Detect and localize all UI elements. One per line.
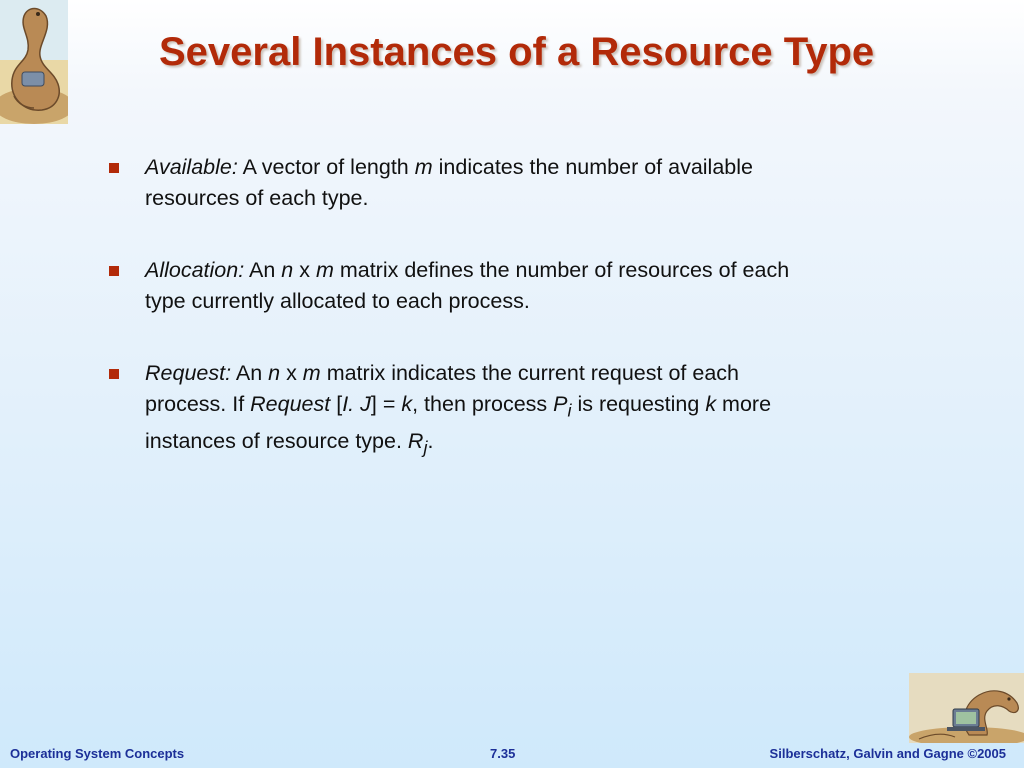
symbol-n: n [281,258,294,282]
term-request: Request: [145,361,232,385]
text-segment: more instances of resource type. [145,392,772,454]
dinosaur-laptop-icon [909,673,1024,743]
dinosaur-logo-icon [0,0,68,124]
bullet-item-request [104,358,824,464]
footer-course-title: Operating System Concepts [10,746,185,761]
symbol-p: P [553,392,568,416]
text-segment: , then process [412,392,554,416]
text-segment: A vector of length [237,155,415,179]
subscript-i: i [567,400,572,421]
text-segment: x [293,258,316,282]
footer-page-number: 7.35 [490,746,516,761]
text-segment: An [231,361,269,385]
square-bullet-icon [109,369,119,379]
footer-copyright: Silberschatz, Galvin and Gagne ©2005 [769,746,1006,761]
slide-title: Several Instances of a Resource Type [159,30,875,74]
square-bullet-icon [109,266,119,276]
term-available: Available: [145,155,238,179]
symbol-n: n [268,361,281,385]
symbol-request: Request [250,392,331,416]
symbol-k: k [401,392,413,416]
text-segment: is requesting [571,392,706,416]
bullet-list [104,152,824,505]
symbol-m: m [414,155,433,179]
text-segment: indicates the number of available resources of each type. [145,155,753,210]
symbol-k: k [705,392,717,416]
text-segment: [ [330,392,343,416]
subscript-j: j [423,437,428,458]
square-bullet-icon [109,163,119,173]
symbol-i-j: I. J [342,392,371,416]
bullet-item-allocation [104,255,824,317]
symbol-m: m [315,258,334,282]
text-segment: An [244,258,282,282]
symbol-r: R [407,429,424,454]
text-segment: ] = [370,392,402,416]
text-segment: matrix defines the number of resources of each type currently allocated to each process. [145,258,790,313]
bullet-item-available [104,152,824,214]
text-segment: matrix indicates the current request of each process. If [145,361,739,416]
term-allocation: Allocation: [145,258,245,282]
symbol-m: m [302,361,321,385]
text-segment: x [280,361,303,385]
text-segment: . [427,429,434,454]
